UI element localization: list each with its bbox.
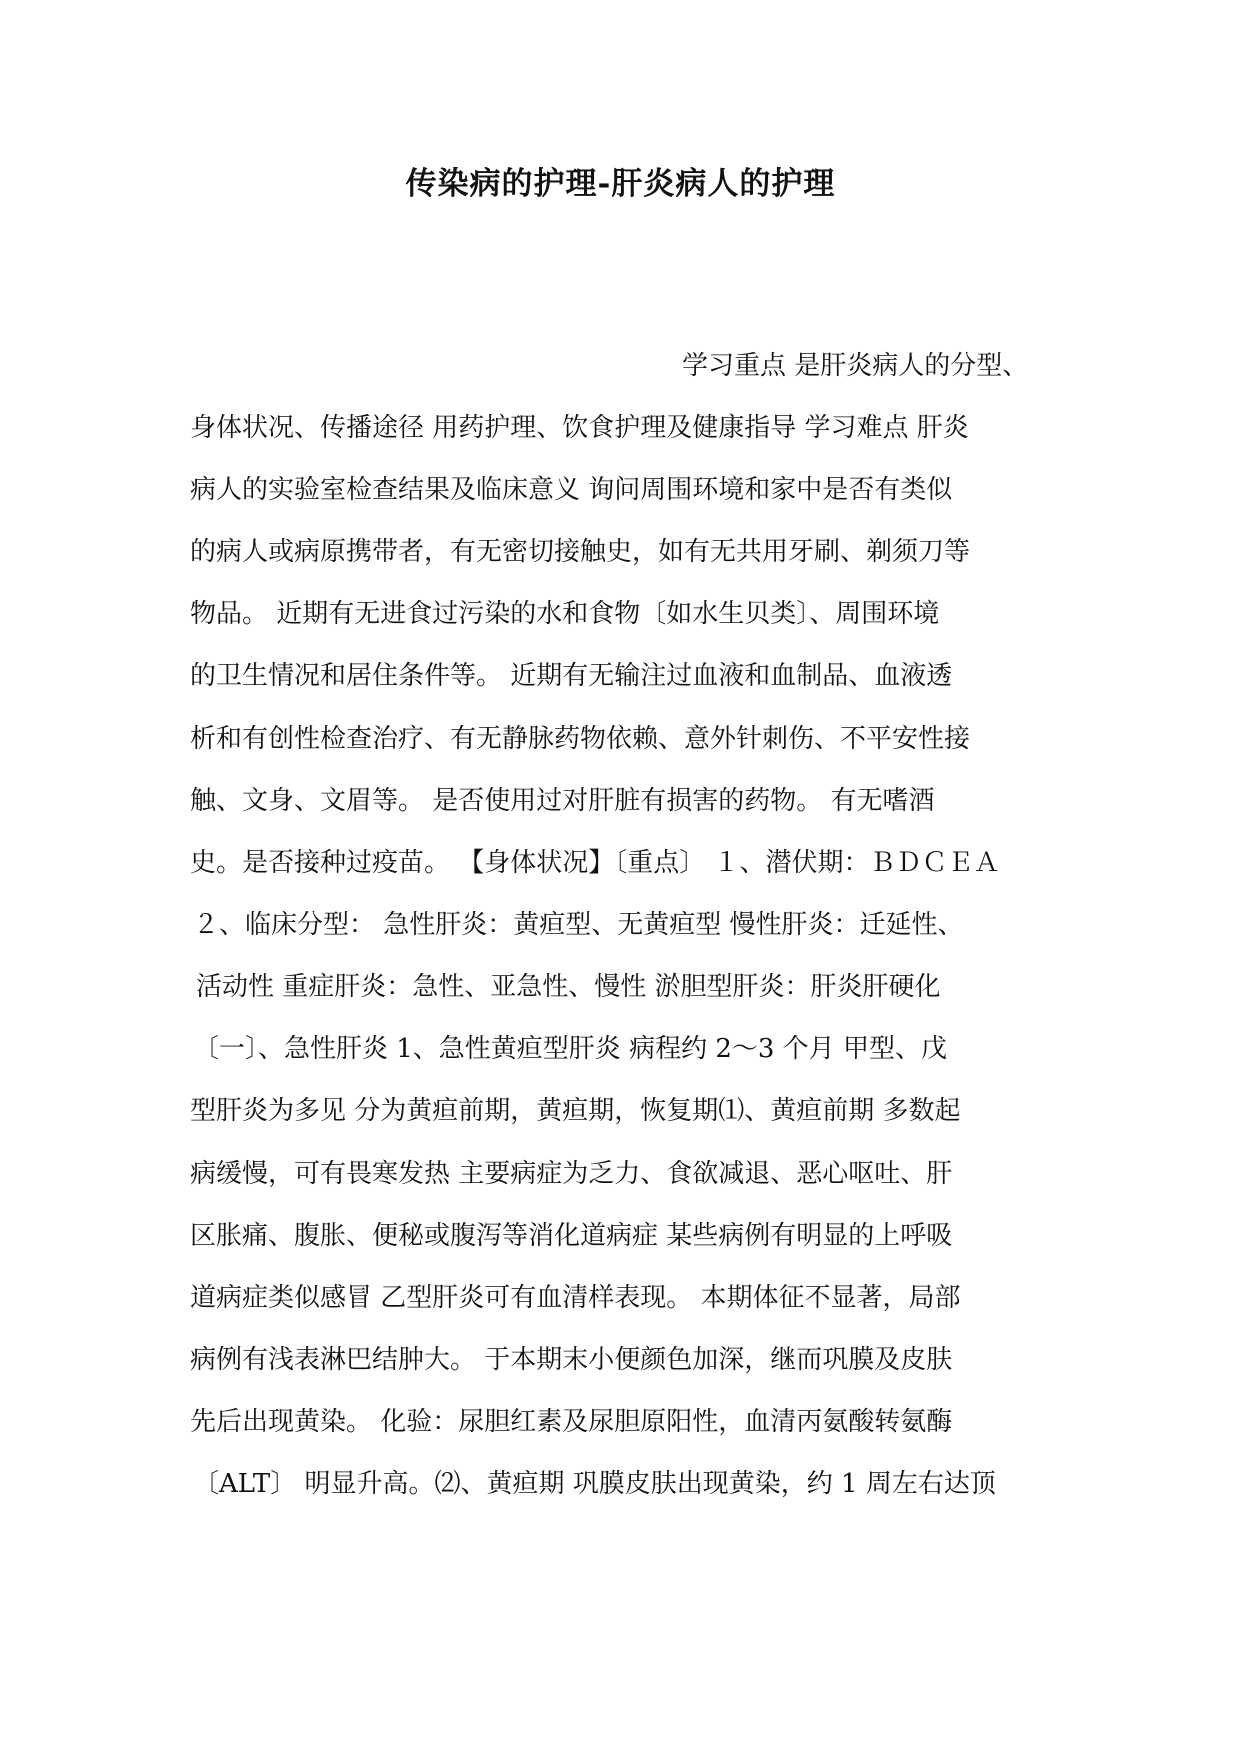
paragraph-line: 病人的实验室检查结果及临床意义 询问周围环境和家中是否有类似 xyxy=(190,475,953,505)
paragraph-line: 史。是否接种过疫苗。 【身体状况】〔重点〕 １、潜伏期：ＢＤＣＥＡ xyxy=(190,848,1000,878)
paragraph-line: 学习重点 是肝炎病人的分型、 xyxy=(682,351,1029,381)
paragraph-line: 触、文身、文眉等。 是否使用过对肝脏有损害的药物。 有无嗜酒 xyxy=(190,786,935,816)
paragraph-line: 区胀痛、腹胀、便秘或腹泻等消化道病症 某些病例有明显的上呼吸 xyxy=(190,1221,953,1251)
paragraph-line: 的卫生情况和居住条件等。 近期有无输注过血液和血制品、血液透 xyxy=(190,661,953,691)
paragraph-line: ２、临床分型： 急性肝炎：黄疸型、无黄疸型 慢性肝炎：迁延性、 xyxy=(193,910,964,940)
paragraph-line: 〔ALT〕 明显升高。⑵、黄疸期 巩膜皮肤出现黄染，约 1 周左右达顶 xyxy=(193,1469,996,1499)
paragraph-line: 先后出现黄染。 化验：尿胆红素及尿胆原阳性，血清丙氨酸转氨酶 xyxy=(190,1407,953,1437)
document-title: 传染病的护理-肝炎病人的护理 xyxy=(405,166,836,202)
paragraph-line: 身体状况、传播途径 用药护理、饮食护理及健康指导 学习难点 肝炎 xyxy=(190,413,969,443)
paragraph-line: 的病人或病原携带者，有无密切接触史，如有无共用牙刷、剃须刀等 xyxy=(190,537,971,567)
paragraph-line: 物品。 近期有无进食过污染的水和食物〔如水生贝类〕、周围环境 xyxy=(190,599,940,629)
paragraph-line: 道病症类似感冒 乙型肝炎可有血清样表现。 本期体征不显著，局部 xyxy=(190,1283,961,1313)
paragraph-line: 活动性 重症肝炎：急性、亚急性、慢性 淤胆型肝炎：肝炎肝硬化 xyxy=(196,972,941,1002)
paragraph-line: 型肝炎为多见 分为黄疸前期，黄疸期，恢复期⑴、黄疸前期 多数起 xyxy=(190,1096,961,1126)
paragraph-line: 析和有创性检查治疗、有无静脉药物依赖、意外针刺伤、不平安性接 xyxy=(190,724,971,754)
paragraph-line: 〔一〕、急性肝炎 1、急性黄疸型肝炎 病程约 2～3 个月 甲型、戊 xyxy=(193,1034,947,1064)
paragraph-line: 病例有浅表淋巴结肿大。 于本期末小便颜色加深，继而巩膜及皮肤 xyxy=(190,1345,953,1375)
paragraph-line: 病缓慢，可有畏寒发热 主要病症为乏力、食欲减退、恶心呕吐、肝 xyxy=(190,1159,953,1189)
